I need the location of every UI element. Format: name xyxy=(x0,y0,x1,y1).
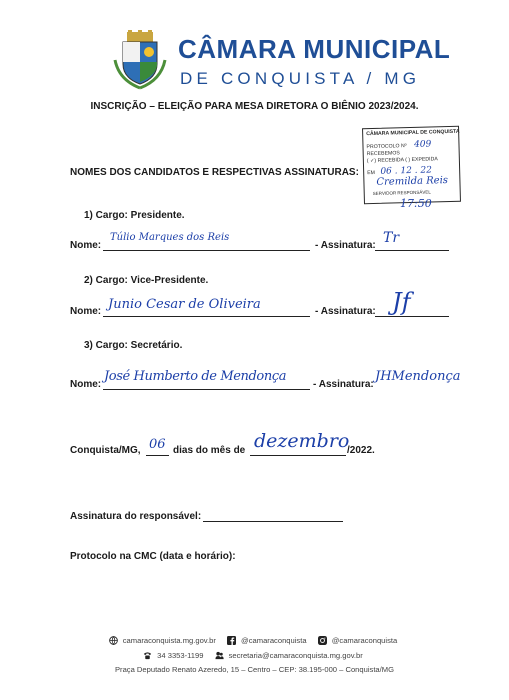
footer-email[interactable] xyxy=(215,651,366,660)
facebook-icon xyxy=(227,636,236,645)
cargo-presidente: 1) Cargo: Presidente. xyxy=(84,210,185,221)
responsavel-line xyxy=(203,507,343,522)
document-title: INSCRIÇÃO – ELEIÇÃO PARA MESA DIRETORA O BIÊNIO 2023/2024. xyxy=(90,101,419,112)
cargo-vice-presidente: 2) Cargo: Vice-Presidente. xyxy=(84,275,209,286)
footer-phone xyxy=(143,651,208,660)
name-label-2: Nome: xyxy=(70,306,102,317)
website-text: camaraconquista.mg.gov.br xyxy=(122,636,216,645)
responsavel-label: Assinatura do responsável: xyxy=(70,511,202,522)
signature-3: JHMendonça xyxy=(375,369,461,384)
signature-label-3: - Assinatura: xyxy=(313,379,374,390)
date-month: dezembro xyxy=(254,430,350,452)
brand-subtitle: DE CONQUISTA / MG xyxy=(180,69,421,88)
stamp-protocolo-label: PROTOCOLO Nº xyxy=(366,143,407,151)
protocol-stamp xyxy=(362,126,461,205)
email-icon xyxy=(215,651,224,660)
candidate-name-3: José Humberto de Mendonça xyxy=(104,369,287,384)
stamp-protocolo-number: 409 xyxy=(413,139,432,150)
phone-text: 34 3353-1199 xyxy=(157,651,204,660)
signature-2: Jf xyxy=(392,288,411,316)
name-label-1: Nome: xyxy=(70,240,102,251)
phone-icon xyxy=(143,651,152,660)
brand-title: CÂMARA MUNICIPAL xyxy=(178,34,451,64)
stamp-line3: RECEBEMOS xyxy=(366,150,400,158)
instagram-text: @camaraconquista xyxy=(331,636,398,645)
globe-icon xyxy=(109,636,118,645)
signature-1: Tr xyxy=(383,230,400,246)
stamp-em-label: EM xyxy=(367,169,376,177)
protocolo-label: Protocolo na CMC (data e horário): xyxy=(70,551,236,562)
section-heading: NOMES DOS CANDIDATOS E RESPECTIVAS ASSINATURAS: xyxy=(70,167,359,178)
stamp-time: 17:50 xyxy=(400,197,432,210)
stamp-line7: SERVIDOR RESPONSÁVEL xyxy=(372,189,431,197)
candidate-name-2: Junio Cesar de Oliveira xyxy=(108,297,261,312)
stamp-header: CÂMARA MUNICIPAL DE CONQUISTA xyxy=(366,128,460,138)
signature-label-1: - Assinatura: xyxy=(315,240,376,251)
signature-line-2 xyxy=(375,302,449,317)
candidate-name-1: Túlio Marques dos Reis xyxy=(110,232,230,243)
date-prefix: Conquista/MG, xyxy=(70,445,141,456)
name-label-3: Nome: xyxy=(70,379,102,390)
facebook-text: @camaraconquista xyxy=(241,636,307,645)
footer-website[interactable] xyxy=(109,636,221,645)
coat-of-arms-logo xyxy=(113,30,167,90)
stamp-signature: Cremilda Reis xyxy=(376,175,449,188)
instagram-icon xyxy=(318,636,327,645)
footer-facebook[interactable] xyxy=(227,636,312,645)
date-suffix: /2022. xyxy=(347,445,375,456)
email-text: secretaria@camaraconquista.mg.gov.br xyxy=(228,651,363,660)
cargo-secretario: 3) Cargo: Secretário. xyxy=(84,340,183,351)
stamp-date: 06 . 12 . 22 xyxy=(380,165,433,177)
date-day: 06 xyxy=(149,437,166,452)
date-middle: dias do mês de xyxy=(173,445,246,456)
footer-social-row xyxy=(0,636,509,645)
footer-instagram[interactable] xyxy=(318,636,401,645)
footer-address: Praça Deputado Renato Azeredo, 15 – Centro – CEP: 38.195-000 – Conquista/MG xyxy=(114,665,395,674)
footer-contact-row xyxy=(0,651,509,660)
stamp-line4: ( ✓) RECEBIDA ( ) EXPEDIDA xyxy=(366,156,438,165)
signature-label-2: - Assinatura: xyxy=(315,306,376,317)
